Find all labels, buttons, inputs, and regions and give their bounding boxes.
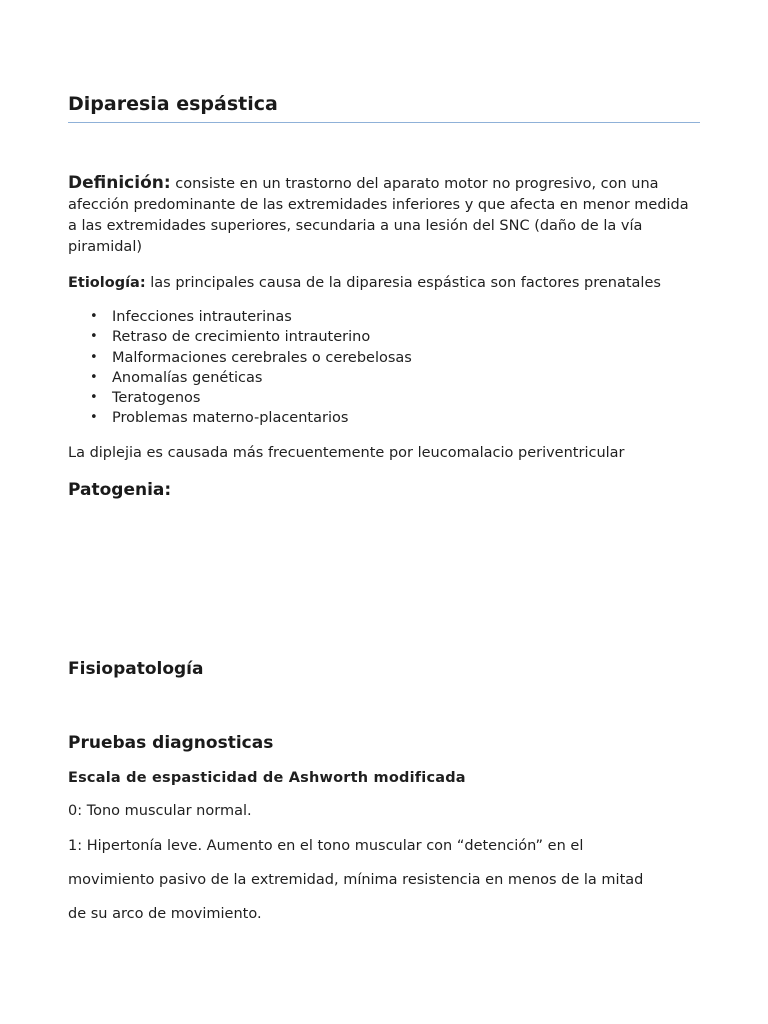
- etiologia-paragraph: [68, 273, 661, 294]
- causes-list: [68, 307, 412, 429]
- list-item: • Infecciones intrauterinas: [68, 307, 412, 327]
- bullet-icon: •: [90, 349, 98, 365]
- definition-paragraph: [68, 173, 702, 258]
- etiologia-label: Etiología:: [68, 275, 146, 291]
- escala-line: 0: Tono muscular normal.: [68, 803, 252, 819]
- pruebas-heading: Pruebas diagnosticas: [68, 733, 274, 753]
- bullet-icon: •: [90, 390, 98, 406]
- etiologia-text: las principales causa de la diparesia espástica son factores prenatales: [145, 275, 661, 291]
- bullet-icon: •: [90, 410, 98, 426]
- bullet-icon: •: [90, 369, 98, 385]
- definition-label: Definición:: [68, 173, 171, 193]
- diplejia-paragraph: La diplejia es causada más frecuentemente por leucomalacio periventricular: [68, 445, 625, 461]
- fisiopatologia-heading: Fisiopatología: [68, 659, 204, 679]
- escala-line: 1: Hipertonía leve. Aumento en el tono muscular con “detención” en el: [68, 838, 584, 854]
- escala-line: movimiento pasivo de la extremidad, mínima resistencia en menos de la mitad: [68, 872, 644, 888]
- list-item: • Retraso de crecimiento intrauterino: [68, 327, 412, 347]
- list-item: • Malformaciones cerebrales o cerebelosas: [68, 348, 412, 368]
- escala-heading: Escala de espasticidad de Ashworth modificada: [68, 770, 466, 786]
- bullet-icon: •: [90, 309, 98, 324]
- bullet-icon: •: [90, 329, 98, 345]
- list-item: • Anomalías genéticas: [68, 368, 412, 388]
- escala-line: de su arco de movimiento.: [68, 906, 262, 922]
- list-item: • Teratogenos: [68, 388, 412, 408]
- document-title: Diparesia espástica: [68, 93, 278, 115]
- definition-text: consiste en un trastorno del aparato motor no progresivo, con una afección predominante de las extremidades inferiores y que afecta en menor medida a las extremidades superiores, secundaria a una lesión del SNC (daño de la vía piramidal): [68, 176, 689, 255]
- patogenia-heading: Patogenia:: [68, 480, 172, 500]
- title-underline: [68, 122, 700, 123]
- list-item: • Problemas materno-placentarios: [68, 408, 412, 428]
